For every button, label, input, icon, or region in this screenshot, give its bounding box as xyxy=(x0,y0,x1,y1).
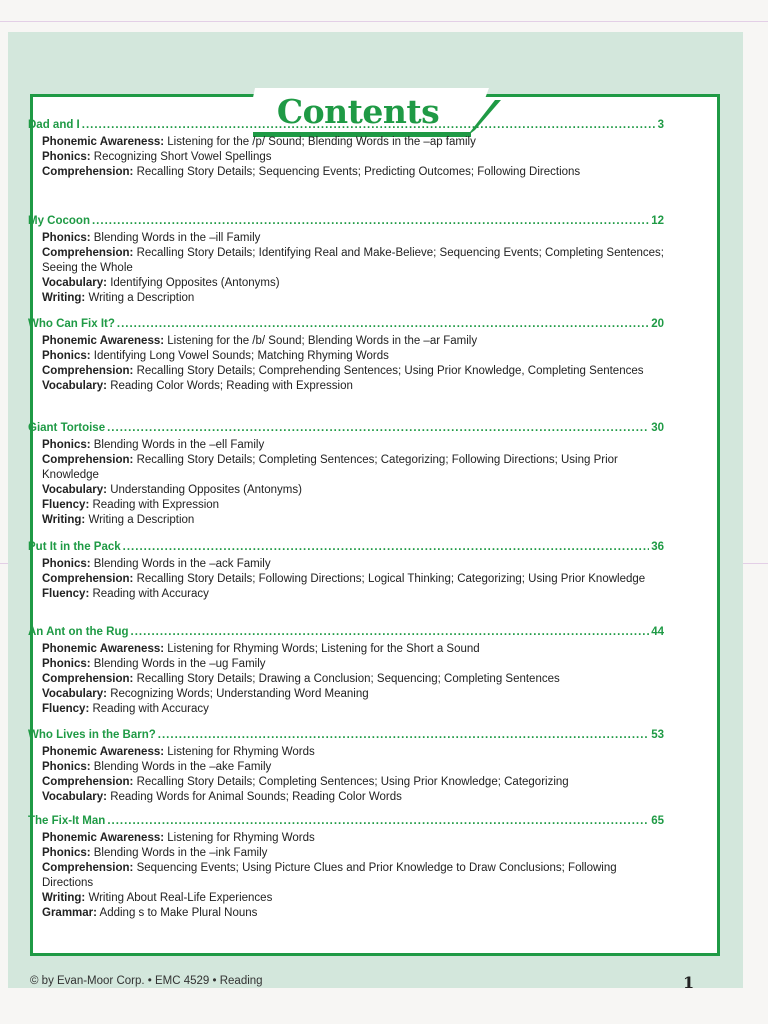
skill-line xyxy=(42,572,664,587)
skill-list xyxy=(42,231,664,306)
toc-entry-page: 53 xyxy=(651,729,664,741)
toc-entry-page: 36 xyxy=(651,541,664,553)
skill-list xyxy=(42,334,664,394)
toc-entry-title: Put It in the Pack xyxy=(28,541,121,553)
skill-text: Identifying Long Vowel Sounds; Matching Rhyming Words xyxy=(93,350,389,362)
skill-line xyxy=(42,150,664,165)
skill-text: Blending Words in the –ack Family xyxy=(93,558,271,570)
skill-label: Writing: xyxy=(42,292,86,304)
skill-text: Reading with Expression xyxy=(92,499,220,511)
skill-label: Fluency: xyxy=(42,703,90,715)
skill-label: Phonemic Awareness: xyxy=(42,832,165,844)
toc-entry-heading[interactable] xyxy=(28,422,664,438)
skill-line xyxy=(42,438,664,453)
toc-entry-page: 3 xyxy=(657,119,664,131)
skill-label: Phonics: xyxy=(42,558,91,570)
skill-label: Writing: xyxy=(42,514,86,526)
skill-text: Adding s to Make Plural Nouns xyxy=(99,907,258,919)
skill-line xyxy=(42,790,664,805)
toc-entry-heading[interactable] xyxy=(28,626,664,642)
skill-text: Reading Words for Animal Sounds; Reading Color Words xyxy=(110,791,402,803)
toc-entry-heading[interactable] xyxy=(28,318,664,334)
toc-entry-title: Giant Tortoise xyxy=(28,422,106,434)
skill-line xyxy=(42,334,664,349)
skill-list xyxy=(42,438,664,528)
skill-label: Vocabulary: xyxy=(42,791,107,803)
toc-entry-page: 20 xyxy=(651,318,664,330)
toc-entry-page: 44 xyxy=(651,626,664,638)
skill-line xyxy=(42,775,664,790)
skill-label: Comprehension: xyxy=(42,166,134,178)
skill-label: Phonics: xyxy=(42,350,91,362)
skill-label: Fluency: xyxy=(42,588,90,600)
skill-line xyxy=(42,587,664,602)
skill-text: Recalling Story Details; Comprehending Sentences; Using Prior Knowledge, Completing Sentences xyxy=(136,365,644,377)
skill-text: Sequencing Events; Using Picture Clues and Prior Knowledge to Draw Conclusions; Following Directions xyxy=(42,862,617,889)
skill-label: Comprehension: xyxy=(42,862,134,874)
toc-entry-heading[interactable] xyxy=(28,815,664,831)
skill-label: Vocabulary: xyxy=(42,277,107,289)
toc-entry-title: Dad and I xyxy=(28,119,80,131)
toc-leader xyxy=(117,318,649,330)
scan-line-top xyxy=(0,21,768,22)
toc-entry-page: 65 xyxy=(651,815,664,827)
skill-list xyxy=(42,642,664,717)
skill-label: Phonics: xyxy=(42,658,91,670)
skill-line xyxy=(42,135,664,150)
skill-line xyxy=(42,702,664,717)
skill-label: Phonemic Awareness: xyxy=(42,136,165,148)
toc-entry xyxy=(28,422,664,528)
skill-label: Comprehension: xyxy=(42,673,134,685)
skill-line xyxy=(42,246,664,276)
toc-entry xyxy=(28,815,664,921)
skill-text: Writing a Description xyxy=(88,514,195,526)
skill-text: Blending Words in the –ell Family xyxy=(93,439,265,451)
toc-entry-heading[interactable] xyxy=(28,729,664,745)
skill-line xyxy=(42,379,664,394)
toc-leader xyxy=(123,541,650,553)
skill-text: Reading Color Words; Reading with Expression xyxy=(110,380,353,392)
page xyxy=(8,32,743,992)
skill-label: Phonics: xyxy=(42,151,91,163)
toc-entry-page: 30 xyxy=(651,422,664,434)
toc-leader xyxy=(107,815,649,827)
skill-text: Listening for Rhyming Words xyxy=(167,832,315,844)
toc-entry xyxy=(28,318,664,394)
skill-text: Blending Words in the –ill Family xyxy=(93,232,261,244)
toc-entry-title: Who Can Fix It? xyxy=(28,318,115,330)
skill-label: Phonics: xyxy=(42,439,91,451)
skill-label: Comprehension: xyxy=(42,247,134,259)
toc-entry-heading[interactable] xyxy=(28,119,664,135)
skill-label: Vocabulary: xyxy=(42,380,107,392)
skill-label: Vocabulary: xyxy=(42,688,107,700)
skill-label: Comprehension: xyxy=(42,454,134,466)
skill-text: Blending Words in the –ake Family xyxy=(93,761,272,773)
skill-text: Recalling Story Details; Completing Sentences; Categorizing; Following Directions; Using Prior Knowledge xyxy=(42,454,618,481)
toc-entry-title: Who Lives in the Barn? xyxy=(28,729,156,741)
skill-text: Recalling Story Details; Following Directions; Logical Thinking; Categorizing; Using Prior Knowledge xyxy=(136,573,646,585)
skill-line xyxy=(42,642,664,657)
skill-text: Listening for Rhyming Words; Listening for the Short a Sound xyxy=(167,643,480,655)
skill-line xyxy=(42,498,664,513)
skill-line xyxy=(42,349,664,364)
skill-label: Phonemic Awareness: xyxy=(42,643,165,655)
skill-list xyxy=(42,745,664,805)
skill-line xyxy=(42,831,664,846)
skill-line xyxy=(42,513,664,528)
skill-label: Vocabulary: xyxy=(42,484,107,496)
page-number: 1 xyxy=(683,973,695,992)
skill-label: Writing: xyxy=(42,892,86,904)
skill-line xyxy=(42,687,664,702)
skill-line xyxy=(42,291,664,306)
skill-text: Understanding Opposites (Antonyms) xyxy=(110,484,302,496)
skill-line xyxy=(42,453,664,483)
skill-label: Phonemic Awareness: xyxy=(42,746,165,758)
toc-entry-title: My Cocoon xyxy=(28,215,90,227)
skill-list xyxy=(42,831,664,921)
skill-line xyxy=(42,483,664,498)
skill-text: Recalling Story Details; Sequencing Events; Predicting Outcomes; Following Directions xyxy=(136,166,581,178)
skill-text: Recognizing Words; Understanding Word Meaning xyxy=(110,688,369,700)
skill-text: Writing About Real-Life Experiences xyxy=(88,892,273,904)
skill-text: Recalling Story Details; Completing Sentences; Using Prior Knowledge; Categorizing xyxy=(136,776,569,788)
skill-text: Reading with Accuracy xyxy=(92,703,209,715)
toc-entry xyxy=(28,119,664,180)
toc-leader xyxy=(107,422,649,434)
skill-list xyxy=(42,557,664,602)
page-title: Contents xyxy=(276,92,440,131)
skill-text: Identifying Opposites (Antonyms) xyxy=(110,277,280,289)
skill-label: Phonics: xyxy=(42,232,91,244)
toc-entry xyxy=(28,541,664,602)
skill-text: Reading with Accuracy xyxy=(92,588,209,600)
skill-label: Phonics: xyxy=(42,847,91,859)
toc-entry-title: An Ant on the Rug xyxy=(28,626,129,638)
skill-line xyxy=(42,276,664,291)
skill-label: Grammar: xyxy=(42,907,97,919)
skill-list xyxy=(42,135,664,180)
toc-entry-title: The Fix-It Man xyxy=(28,815,106,827)
skill-text: Blending Words in the –ug Family xyxy=(93,658,266,670)
skill-text: Recalling Story Details; Drawing a Conclusion; Sequencing; Completing Sentences xyxy=(136,673,560,685)
skill-line xyxy=(42,906,664,921)
toc-entry xyxy=(28,626,664,717)
skill-label: Comprehension: xyxy=(42,365,134,377)
skill-line xyxy=(42,760,664,775)
toc-leader xyxy=(92,215,649,227)
skill-text: Listening for the /b/ Sound; Blending Words in the –ar Family xyxy=(167,335,478,347)
skill-text: Recalling Story Details; Identifying Real and Make-Believe; Sequencing Events; Completing Sentences; Seeing the Whole xyxy=(42,247,664,274)
toc-entry xyxy=(28,729,664,805)
skill-line xyxy=(42,364,664,379)
skill-line xyxy=(42,557,664,572)
skill-text: Writing a Description xyxy=(88,292,195,304)
skill-text: Blending Words in the –ink Family xyxy=(93,847,268,859)
skill-label: Comprehension: xyxy=(42,776,134,788)
skill-line xyxy=(42,846,664,861)
skill-label: Comprehension: xyxy=(42,573,134,585)
skill-label: Fluency: xyxy=(42,499,90,511)
skill-text: Recognizing Short Vowel Spellings xyxy=(93,151,272,163)
skill-line xyxy=(42,165,664,180)
copyright-footer: © by Evan-Moor Corp. • EMC 4529 • Reading xyxy=(30,975,263,987)
toc-entry-heading[interactable] xyxy=(28,541,664,557)
toc-leader xyxy=(158,729,649,741)
toc-leader xyxy=(131,626,650,638)
toc-entry xyxy=(28,215,664,306)
skill-line xyxy=(42,657,664,672)
skill-line xyxy=(42,891,664,906)
skill-label: Phonics: xyxy=(42,761,91,773)
toc-entry-page: 12 xyxy=(651,215,664,227)
skill-text: Listening for Rhyming Words xyxy=(167,746,315,758)
toc-leader xyxy=(82,119,656,131)
skill-line xyxy=(42,231,664,246)
skill-label: Phonemic Awareness: xyxy=(42,335,165,347)
skill-line xyxy=(42,672,664,687)
skill-line xyxy=(42,745,664,760)
skill-line xyxy=(42,861,664,891)
toc-entry-heading[interactable] xyxy=(28,215,664,231)
skill-text: Listening for the /p/ Sound; Blending Words in the –ap family xyxy=(167,136,476,148)
